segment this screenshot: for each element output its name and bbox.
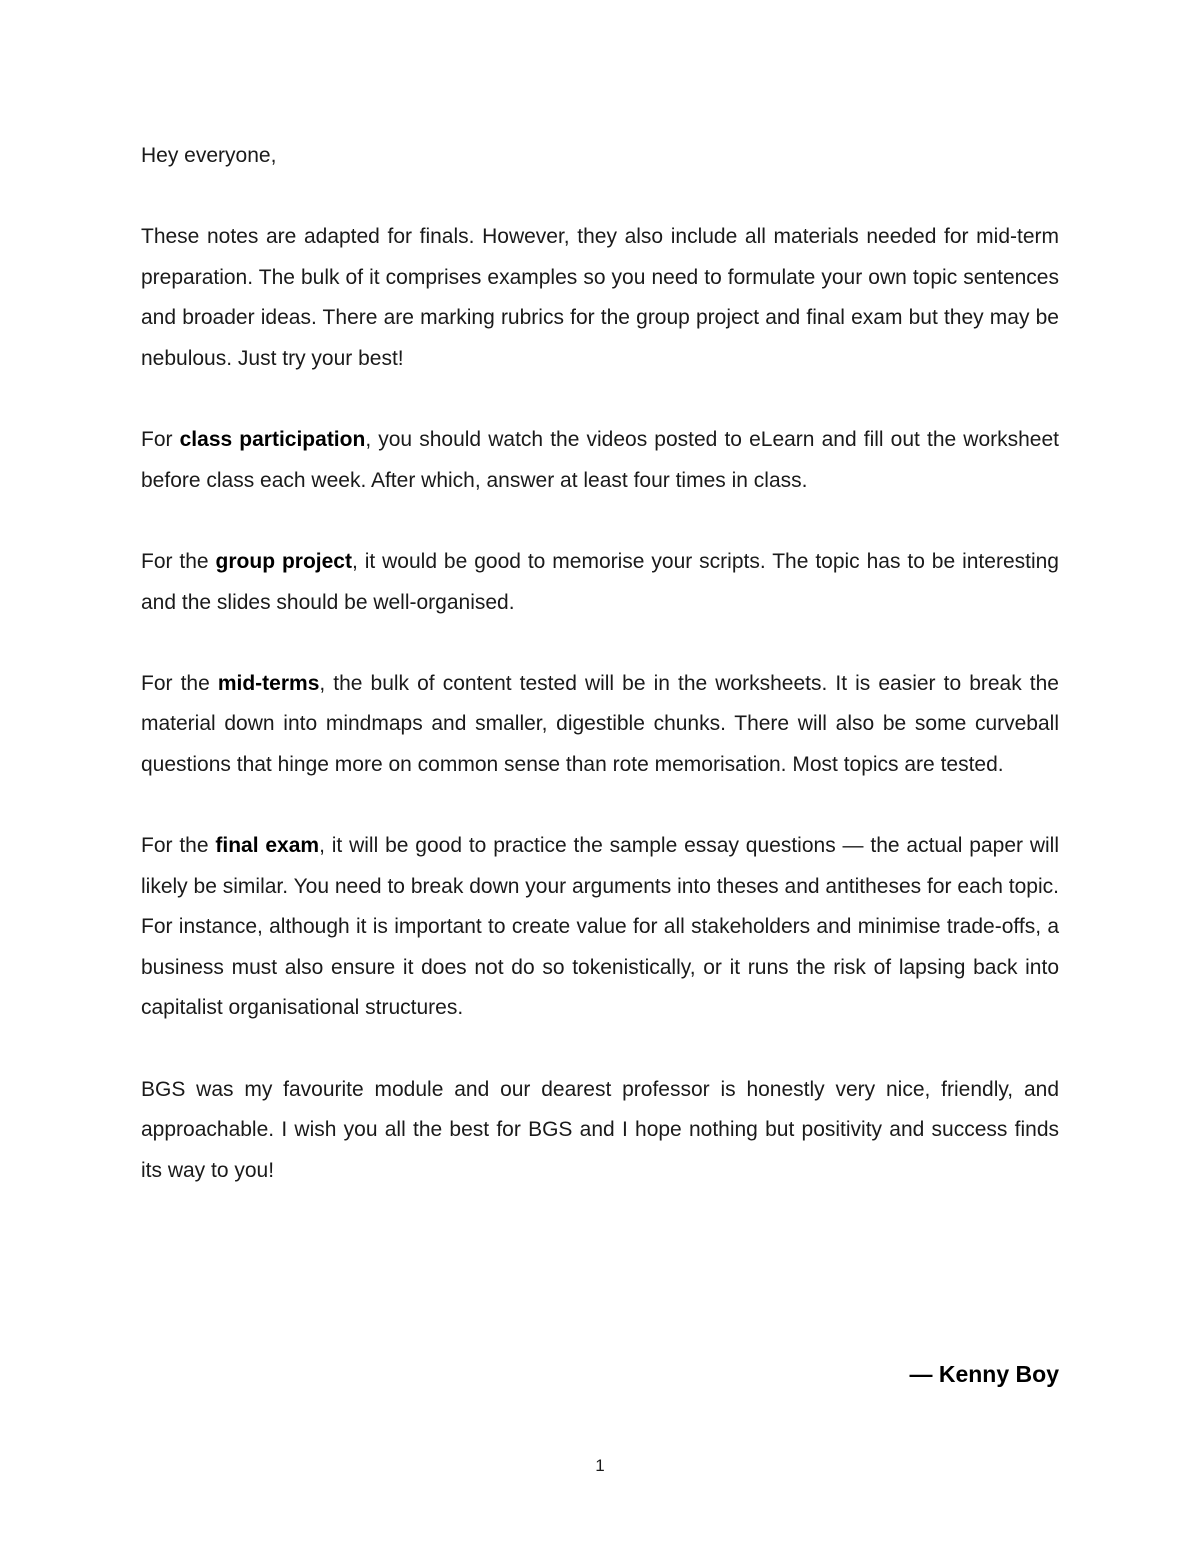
group-project-text: , it would be good to memorise your scripts. The topic has to be interesting and the slides should be well-organised. (141, 549, 1059, 614)
mid-terms-lead: For the (141, 671, 218, 695)
group-project-paragraph (141, 542, 1059, 623)
final-exam-heading: final exam (215, 834, 320, 858)
greeting: Hey everyone, (141, 144, 277, 167)
letter-body (141, 136, 1059, 1232)
final-exam-paragraph (141, 826, 1059, 1029)
page-number: 1 (595, 1456, 605, 1475)
mid-terms-paragraph (141, 664, 1059, 786)
intro-paragraph: These notes are adapted for finals. However, they also include all materials needed for mid-term preparation. The bulk of it comprises examples so you need to formulate your own topic sentences and broader ideas. There are marking rubrics for the group project and final exam but they may be nebulous. Just try your best! (141, 225, 1059, 370)
group-project-heading: group project (215, 549, 352, 573)
class-participation-lead: For (141, 428, 180, 452)
class-participation-paragraph (141, 420, 1059, 501)
signature: — Kenny Boy (909, 1361, 1059, 1387)
closing-paragraph: BGS was my favourite module and our dearest professor is honestly very nice, friendly, and approachable. I wish you all the best for BGS and I hope nothing but positivity and success finds its way to you! (141, 1077, 1059, 1182)
mid-terms-heading: mid-terms (217, 671, 320, 695)
class-participation-heading: class participation (179, 428, 366, 452)
final-exam-lead: For the (141, 834, 216, 858)
group-project-lead: For the (141, 549, 216, 573)
mid-terms-text: , the bulk of content tested will be in the worksheets. It is easier to break the material down into mindmaps and smaller, digestible chunks. There will also be some curveball questions that hinge more on common sense than rote memorisation. Most topics are tested. (141, 671, 1059, 776)
class-participation-text: , you should watch the videos posted to eLearn and fill out the worksheet before class each week. After which, answer at least four times in class. (141, 428, 1059, 492)
final-exam-text: , it will be good to practice the sample essay questions — the actual paper will likely be similar. You need to break down your arguments into theses and antitheses for each topic. For instance, although it is important to create value for all stakeholders and minimise trade-offs, a business must also ensure it does not do so tokenistically, or it runs the risk of lapsing back into capitalist organisational structures. (141, 834, 1059, 1020)
